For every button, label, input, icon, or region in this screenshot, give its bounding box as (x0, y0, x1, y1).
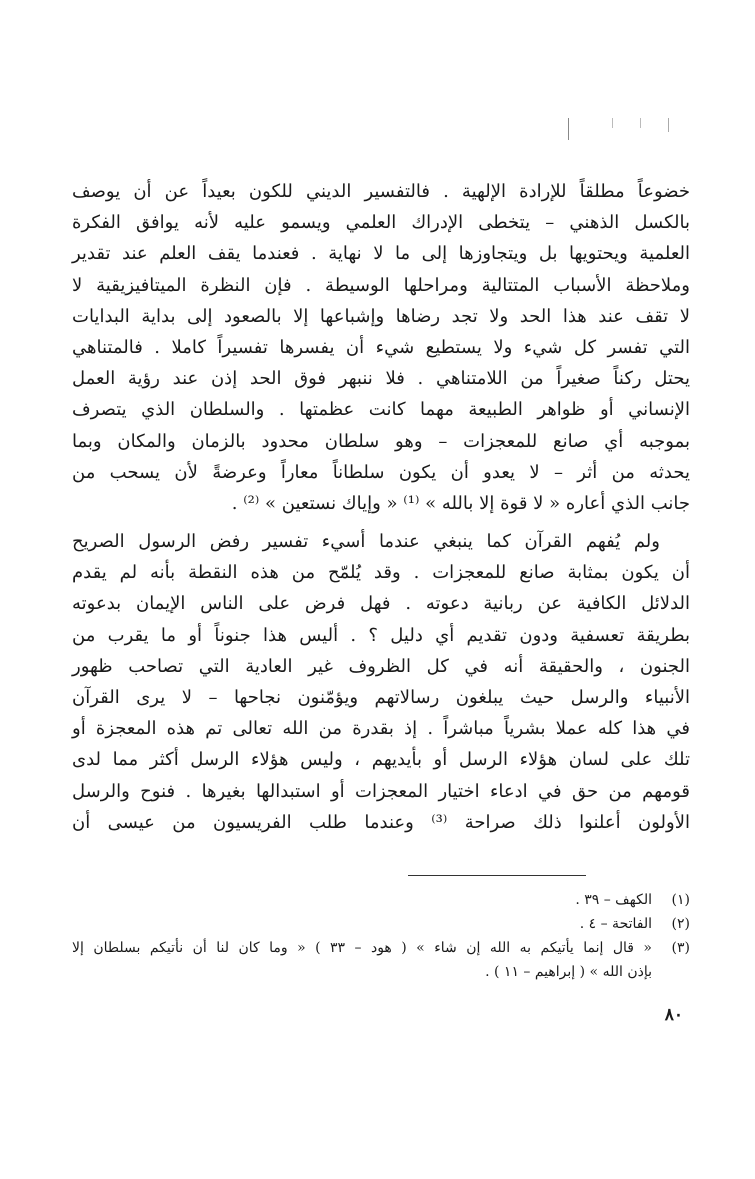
paragraph-2 (72, 526, 690, 838)
text-line: الإنساني أو ظواهر الطبيعة مهما كانت عظمتها . والسلطان الذي يتصرف (72, 399, 690, 421)
footnote-number: (١) (671, 892, 690, 908)
text-line: تلك على لسان هؤلاء الرسل أو بأيديهم ، وليس هؤلاء الرسل أكثر مما لدى (72, 749, 690, 771)
footnote-number: (٣) (671, 940, 690, 956)
paragraph-1 (72, 176, 690, 519)
text-line: العلمية ويحتويها بل ويتجاوزها إلى ما لا نهاية . فعندما يقف العلم عند تقدير (72, 243, 690, 265)
text-line: يحدثه من أثر – لا يعدو أن يكون سلطاناً معاراً وعرضةً لأن يسحب من (72, 461, 691, 483)
text-line: يحتل ركناً صغيراً من اللامتناهي . فلا ننبهر فوق الحد إذن عند رؤية العمل (72, 368, 690, 390)
text-line: الجنون ، والحقيقة أنه في كل الظروف غير العادية التي تصاحب ظهور (72, 655, 690, 677)
footnote-line: الكهف – ٣٩ . (575, 892, 652, 908)
scan-mark (668, 118, 669, 132)
scan-mark (612, 118, 613, 128)
text-line: في هذا كله عملا بشرياً مباشراً . إذ بقدرة من الله تعالى تم هذه المعجزة أو (72, 718, 690, 740)
footnote-divider (408, 875, 586, 876)
text-line: بطريقة تعسفية ودون تقديم أي دليل ؟ . أليس هذا جنوناً أو ما يقرب من (72, 624, 690, 646)
text-line: وملاحظة الأسباب المتتالية ومراحلها الوسيطة . فإن النظرة الميتافيزيقية لا (72, 274, 690, 296)
body-text (72, 176, 690, 838)
footnote-1 (72, 888, 690, 912)
text-line: الأنبياء والرسل حيث يبلغون رسالاتهم ويؤمّنون نجاحها – لا يرى القرآن (72, 687, 690, 708)
text-line: لا تقف عند هذا الحد ولا تجد رضاها وإشباعها إلا بالصعود إلى بداية البدايات (72, 305, 690, 327)
text-line: بالكسل الذهني – يتخطى الإدراك العلمي ويسمو عليه لأنه يوافق الفكرة (72, 212, 690, 234)
footnote-line: الفاتحة – ٤ . (579, 916, 652, 932)
text-line: أن يكون بمثابة صانع للمعجزات . وقد يُلمّح من هذه النقطة بأنه لم يقدم (72, 562, 690, 584)
text-line: ولم يُفهم القرآن كما ينبغي عندما أسيء تفسير رفض الرسول الصريح (72, 531, 660, 553)
footnote-text (72, 912, 652, 936)
text-line: جانب الذي أعاره « لا قوة إلا بالله » ⁽¹⁾ « وإياك نستعين » ⁽²⁾ . (231, 492, 690, 514)
text-line: التي تفسر كل شيء ولا يستطيع شيء أن يفسرها تفسيراً كاملا . فالمتناهي (72, 336, 690, 358)
footnote-text (72, 888, 652, 912)
scan-mark (640, 118, 641, 128)
footnote-2 (72, 912, 690, 936)
footnote-number: (٢) (671, 916, 690, 932)
text-line: الدلائل الكافية عن ربانية دعوته . فهل فرض على الناس الإيمان بدعوته (72, 593, 690, 615)
text-line: خضوعاً مطلقاً للإرادة الإلهية . فالتفسير الديني للكون بعيداً عن أن يوصف (72, 181, 690, 202)
footnote-3 (72, 936, 690, 984)
page-number: ٨٠ (664, 1005, 683, 1025)
footnote-line: بإذن الله » ( إبراهيم – ١١ ) . (485, 964, 652, 980)
text-line: الأولون أعلنوا ذلك صراحة ⁽³⁾ وعندما طلب الفريسيون من عيسى أن (72, 811, 690, 833)
footnote-line: « قال إنما يأتيكم به الله إن شاء » ( هود – ٣٣ ) « وما كان لنا أن نأتيكم بسلطان إلا (72, 940, 652, 956)
text-line: بموجبه أي صانع للمعجزات – وهو سلطان محدود بالزمان والمكان وبما (72, 430, 690, 452)
footnote-text (72, 936, 652, 984)
footnotes (72, 888, 690, 984)
text-line: قومهم من حق في ادعاء اختيار المعجزات أو استبدالها بغيرها . فنوح والرسل (72, 780, 690, 802)
scan-mark (568, 118, 569, 140)
